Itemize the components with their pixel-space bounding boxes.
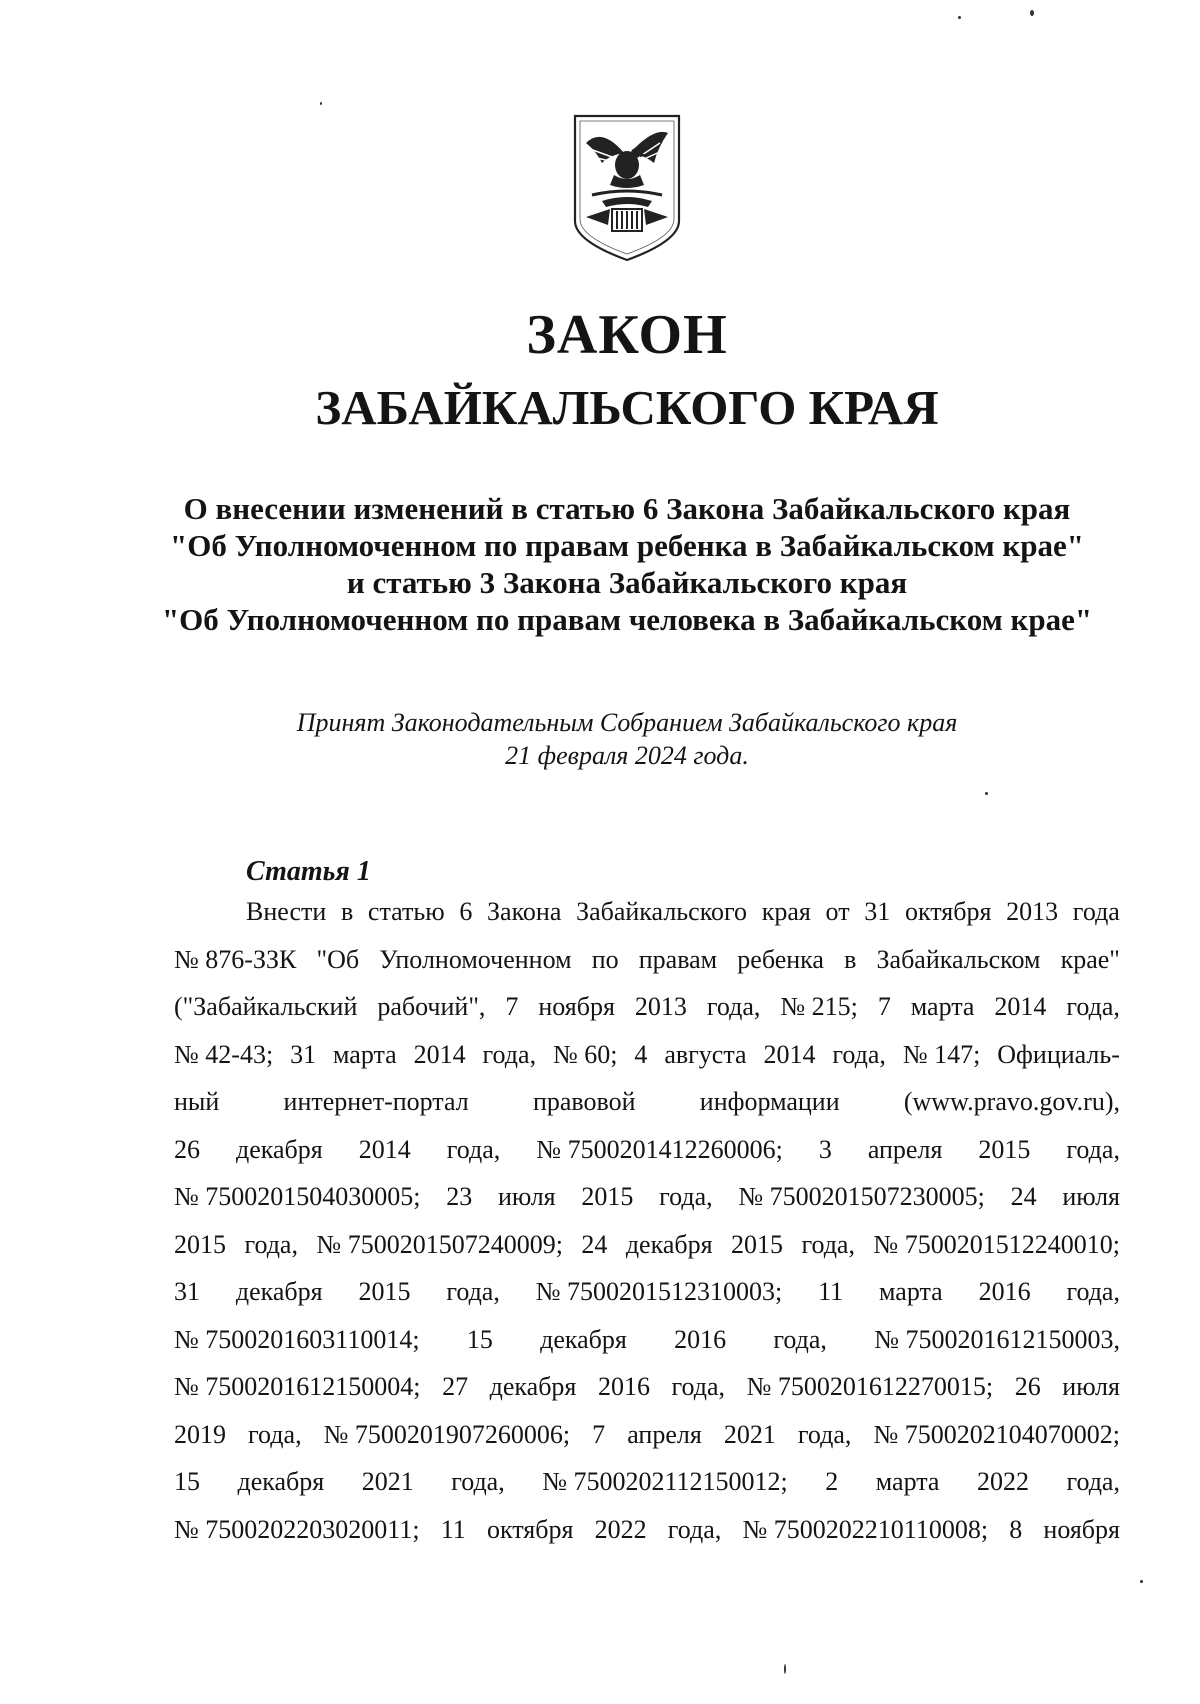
article-line <box>174 1031 1120 1079</box>
scan-speck <box>985 792 988 795</box>
article-word: № 147; <box>902 1039 981 1069</box>
scan-speck <box>320 102 322 105</box>
article-word: статью <box>367 897 445 926</box>
article-word: 2019 <box>174 1419 226 1449</box>
article-word: 2016 <box>674 1324 727 1354</box>
article-word: года, <box>451 1467 505 1496</box>
article-word: 6 <box>459 897 473 926</box>
article-word: по <box>591 944 619 974</box>
article-word: ный <box>174 1087 220 1116</box>
adoption-date: 21 февраля 2024 года. <box>505 741 749 770</box>
article-word: Уполномоченном <box>379 944 572 974</box>
article-line <box>174 1506 1120 1554</box>
article-line <box>174 1126 1120 1174</box>
article-word: декабря <box>540 1324 627 1354</box>
article-word: № 7500201612150003, <box>874 1324 1120 1354</box>
article-word: 24 <box>581 1229 608 1259</box>
article-word: № 7500201507230005; <box>738 1182 985 1211</box>
article-word: крае" <box>1060 944 1120 974</box>
article-line <box>174 936 1120 984</box>
article-word: 2022 <box>594 1514 647 1544</box>
article-word: года, <box>1066 1277 1120 1306</box>
article-word: 15 <box>174 1467 200 1496</box>
article-word: ноября <box>538 992 615 1021</box>
article-word: 2013 <box>1006 897 1059 926</box>
adoption-line: Принят Законодательным Собранием Забайкальского края <box>296 708 958 737</box>
article-word: декабря <box>237 1467 325 1496</box>
article-word: 2021 <box>723 1419 776 1449</box>
article-line <box>174 1411 1120 1459</box>
article-word: ребенка <box>737 944 824 974</box>
document-title-law: ЗАКОН <box>526 304 728 366</box>
article-word: 15 <box>466 1324 493 1354</box>
article-line <box>174 1316 1120 1364</box>
subject-line: "Об Уполномоченном по правам человека в Забайкальском крае" <box>161 602 1093 637</box>
article-word: марта <box>910 992 975 1021</box>
article-line <box>174 1078 1120 1126</box>
article-word: № 7500201504030005; <box>174 1182 421 1211</box>
article-word: 31 <box>864 897 891 926</box>
article-word: июля <box>1062 1372 1120 1401</box>
article-word: июля <box>1062 1182 1120 1211</box>
article-word: 7 <box>592 1419 606 1449</box>
article-word: Забайкальского <box>576 897 748 926</box>
article-word: "Об <box>316 944 360 974</box>
subject-line: и статью 3 Закона Забайкальского края <box>346 565 908 600</box>
article-word: 2015 <box>978 1134 1031 1164</box>
article-word: 2013 <box>634 992 687 1021</box>
scan-speck <box>958 16 961 19</box>
article-word: года, <box>1066 1134 1120 1164</box>
article-word: августа <box>664 1039 747 1069</box>
article-word: 2014 <box>358 1134 411 1164</box>
article-word: 11 <box>818 1277 844 1306</box>
article-word: 2016 <box>597 1372 650 1401</box>
article-word: 2015 <box>581 1182 634 1211</box>
article-word: 8 <box>1009 1514 1023 1544</box>
article-word: 31 <box>290 1039 317 1069</box>
article-word: декабря <box>235 1277 323 1306</box>
article-word: № 7500201412260006; <box>536 1134 783 1164</box>
article-word: июля <box>498 1182 556 1211</box>
article-word: года, <box>832 1039 886 1069</box>
article-line <box>174 888 1120 936</box>
article-word: Внести <box>246 897 327 926</box>
article-word: ноября <box>1043 1514 1120 1544</box>
article-word: декабря <box>236 1134 323 1164</box>
article-word: года, <box>1066 1467 1120 1496</box>
article-word: марта <box>333 1039 397 1069</box>
article-word: № 7500201612270015; <box>746 1372 994 1401</box>
article-word: 11 <box>440 1514 466 1544</box>
article-word: Забайкальском <box>876 944 1041 974</box>
article-word: правовой <box>532 1087 636 1116</box>
article-word: 2014 <box>994 992 1047 1021</box>
article-word: 7 <box>505 992 519 1021</box>
subject-line: О внесении изменений в статью 6 Закона Забайкальского края <box>183 491 1071 526</box>
article-word: апреля <box>627 1419 702 1449</box>
article-word: ("Забайкальский <box>174 992 358 1021</box>
article-word: 2015 <box>731 1229 783 1259</box>
article-word: марта <box>879 1277 943 1306</box>
article-word: года, <box>446 1277 500 1306</box>
document-title-region: ЗАБАЙКАЛЬСКОГО КРАЯ <box>315 380 939 435</box>
article-word: года, <box>482 1039 537 1069</box>
article-word: года, <box>659 1182 713 1211</box>
article-word: года, <box>706 992 761 1021</box>
article-word: апреля <box>867 1134 943 1164</box>
article-word: года, <box>667 1514 722 1544</box>
article-word: № 7500202104070002; <box>873 1419 1120 1449</box>
article-word: года, <box>446 1134 501 1164</box>
article-word: интернет-портал <box>283 1087 469 1116</box>
article-word: № 42-43; <box>174 1039 274 1069</box>
article-word: № 876-ЗЗК <box>174 944 297 974</box>
article-word: 2022 <box>976 1467 1029 1496</box>
subject-line: "Об Уполномоченном по правам ребенка в Забайкальском крае" <box>170 528 1084 563</box>
article-word: 2014 <box>413 1039 466 1069</box>
article-word: № 7500201512310003; <box>535 1277 783 1306</box>
article-heading: Статья 1 <box>246 856 371 887</box>
article-word: в <box>844 944 857 974</box>
article-word: 2016 <box>978 1277 1031 1306</box>
article-line <box>174 1363 1120 1411</box>
article-word: рабочий", <box>377 992 486 1021</box>
article-word: 2014 <box>763 1039 816 1069</box>
article-word: в <box>340 897 354 926</box>
scan-speck <box>1140 1580 1143 1583</box>
article-body <box>174 888 1120 1553</box>
article-word: 24 <box>1010 1182 1037 1211</box>
article-word: 4 <box>634 1039 648 1069</box>
article-word: от <box>825 897 850 926</box>
article-word: года, <box>671 1372 726 1401</box>
article-word: (www.pravo.gov.ru), <box>903 1087 1120 1116</box>
article-word: № 7500201603110014; <box>174 1324 420 1354</box>
article-line <box>174 1268 1120 1316</box>
article-word: 23 <box>446 1182 473 1211</box>
article-word: № 7500202203020011; <box>174 1514 420 1544</box>
article-word: года, <box>248 1419 302 1449</box>
article-word: 26 <box>174 1134 200 1164</box>
article-word: Официаль- <box>997 1039 1120 1069</box>
article-word: 26 <box>1014 1372 1041 1401</box>
article-word: октября <box>486 1514 574 1544</box>
article-line <box>174 1221 1120 1269</box>
article-word: № 7500202210110008; <box>742 1514 989 1544</box>
article-word: 27 <box>442 1372 469 1401</box>
article-word: декабря <box>489 1372 577 1401</box>
article-word: № 60; <box>552 1039 618 1069</box>
article-word: 3 <box>818 1134 832 1164</box>
article-word: № 215; <box>780 992 858 1021</box>
article-word: № 7500202112150012; <box>542 1467 788 1496</box>
article-word: года <box>1072 897 1120 926</box>
adoption-note <box>0 706 1200 772</box>
article-word: 2021 <box>361 1467 414 1496</box>
coat-of-arms-emblem <box>572 113 682 263</box>
article-word: года, <box>773 1324 827 1354</box>
article-word: края <box>761 897 811 926</box>
article-word: 7 <box>877 992 891 1021</box>
article-word: 2015 <box>358 1277 411 1306</box>
article-word: года, <box>797 1419 852 1449</box>
scan-speck <box>1030 10 1034 16</box>
scan-speck <box>784 1664 786 1674</box>
article-word: года, <box>801 1229 855 1259</box>
article-line <box>174 1173 1120 1221</box>
article-word: Закона <box>487 897 562 926</box>
article-line <box>174 983 1120 1031</box>
article-word: № 7500201507240009; <box>316 1229 563 1259</box>
article-word: года, <box>1066 992 1120 1021</box>
article-word: года, <box>244 1229 298 1259</box>
article-word: № 7500201907260006; <box>323 1419 571 1449</box>
article-word: правам <box>638 944 718 974</box>
article-word: № 7500201612150004; <box>174 1372 421 1401</box>
article-word: 31 <box>174 1277 200 1306</box>
law-subject <box>0 490 1200 638</box>
article-word: информации <box>699 1087 840 1116</box>
article-word: октября <box>904 897 992 926</box>
article-word: декабря <box>625 1229 713 1259</box>
article-line <box>174 1458 1120 1506</box>
article-word: 2 <box>825 1467 839 1496</box>
article-word: 2015 <box>174 1229 226 1259</box>
article-word: № 7500201512240010; <box>873 1229 1120 1259</box>
article-word: марта <box>875 1467 940 1496</box>
